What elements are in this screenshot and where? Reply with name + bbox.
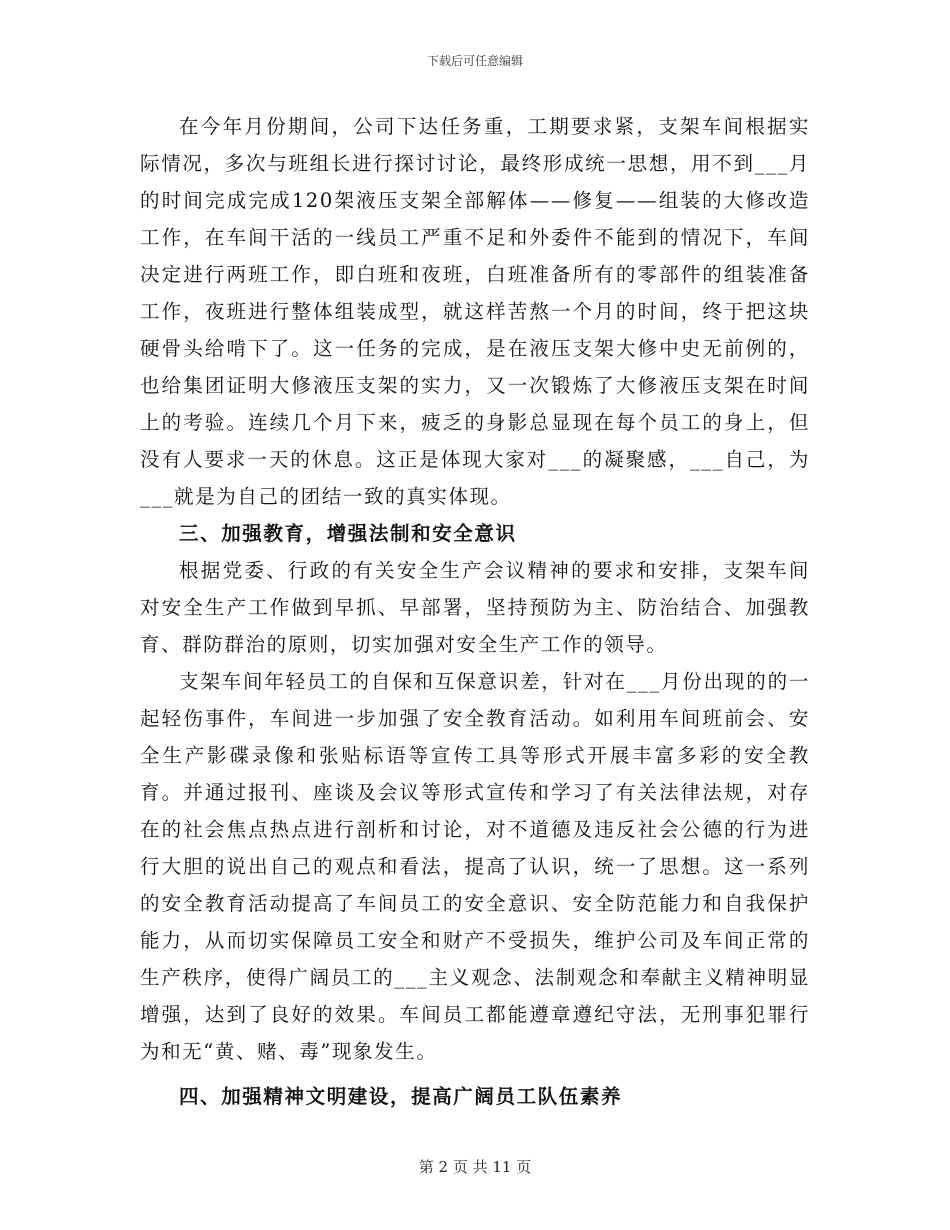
- page-footer: 第 2 页 共 11 页: [418, 1158, 532, 1176]
- paragraph-safety-activities: 支架车间年轻员工的自保和互保意识差，针对在___月份出现的的一起轻伤事件，车间进一步加强了安全教育活动。如利用车间班前会、安全生产影碟录像和张贴标语等宣传工具等形式开展丰富多彩的安全教育。并通过报刊、座谈及会议等形式宣传和学习了有关法律法规，对存在的社会焦点热点进行剖析和讨论，对不道德及违反社会公德的行为进行大胆的说出自己的观点和看法，提高了认识，统一了思想。这一系列的安全教育活动提高了车间员工的安全意识、安全防范能力和自我保护能力，从而切实保障员工安全和财产不受损失，维护公司及车间正常的生产秩序，使得广阔员工的___主义观念、法制观念和奉献主义精神明显增强，达到了良好的效果。车间员工都能遵章遵纪守法，无刑事犯罪行为和无“黄、赌、毒”现象发生。: [140, 670, 810, 1063]
- page-header: 下载后可任意编辑: [426, 54, 523, 68]
- section-heading-safety-education: 三、加强教育，增强法制和安全意识: [179, 522, 517, 545]
- section-heading-civilization-building: 四、加强精神文明建设，提高广阔员工队伍素养: [179, 1085, 623, 1108]
- paragraph-task-completion: 在今年月份期间，公司下达任务重，工期要求紧，支架车间根据实际情况，多次与班组长进行探讨讨论，最终形成统一思想，用不到___月的时间完成完成120架液压支架全部解体——修复——组装的大修改造工作，在车间干活的一线员工严重不足和外委件不能到的情况下，车间决定进行两班工作，即白班和夜班，白班准备所有的零部件的组装准备工作，夜班进行整体组装成型，就这样苦熬一个月的时间，终于把这块硬骨头给啃下了。这一任务的完成，是在液压支架大修中史无前例的，也给集团证明大修液压支架的实力，又一次锻炼了大修液压支架在时间上的考验。连续几个月下来，疲乏的身影总显现在每个员工的身上，但没有人要求一天的休息。这正是体现大家对___的凝聚感，___自己，为___就是为自己的团结一致的真实体现。: [140, 115, 810, 508]
- paragraph-safety-policy: 根据党委、行政的有关安全生产会议精神的要求和安排，支架车间对安全生产工作做到早抓、早部署，坚持预防为主、防治结合、加强教育、群防群治的原则，切实加强对安全生产工作的领导。: [140, 559, 810, 656]
- document-body: [140, 108, 810, 1115]
